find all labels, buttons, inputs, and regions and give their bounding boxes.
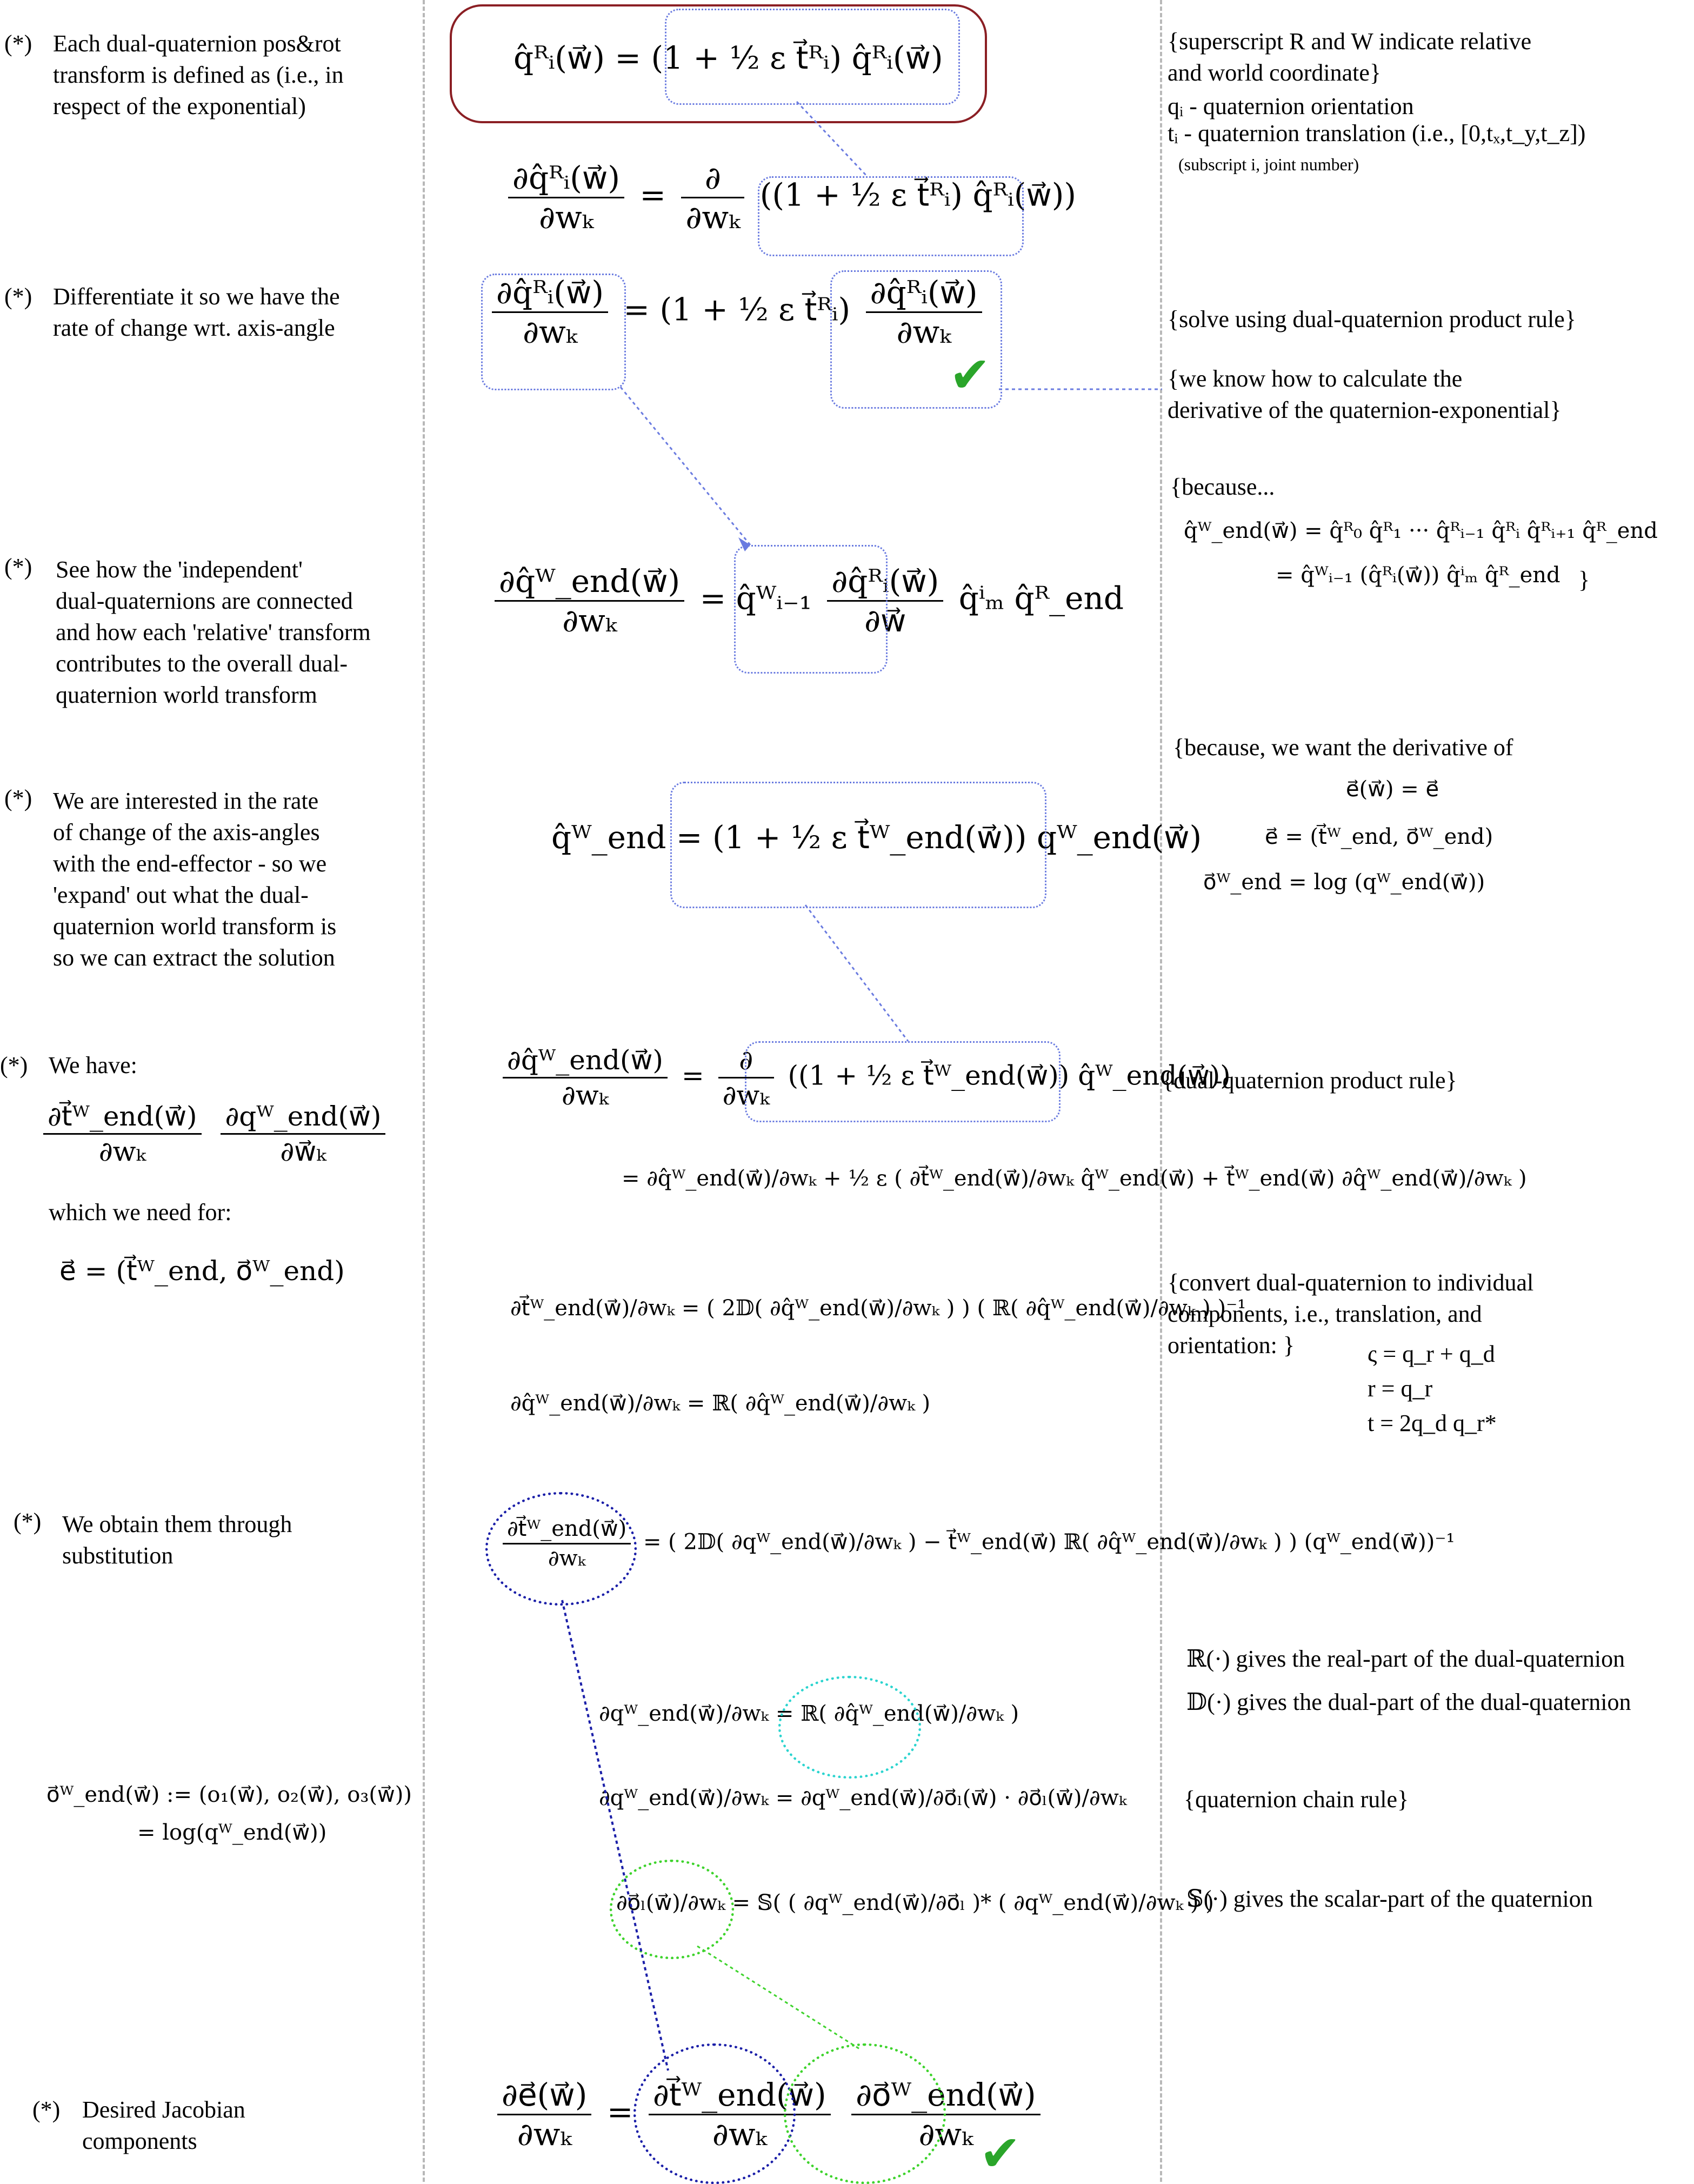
fraction-numerator: ∂t⃗ᵂ_end(w⃗) [43,1103,202,1135]
equation-chain-rule: ∂qᵂ_end(w⃗)/∂wₖ = ∂qᵂ_end(w⃗)/∂o⃗ₗ(w⃗) · ∂o⃗ₗ(w⃗)/∂wₖ [599,1786,1127,1810]
orientation-definition-line1: o⃗ᵂ_end(w⃗) := (o₁(w⃗), o₂(w⃗), o₃(w⃗)) [46,1782,412,1807]
note-text: We have: [49,1052,137,1078]
note-chain-rule: {quaternion chain rule} [1184,1786,1409,1813]
fraction-denominator: ∂wₖ [712,2116,767,2153]
note-marker: (*) [32,2096,61,2123]
note-text: Differentiate it so we have the rate of change wrt. axis-angle [53,283,340,341]
orientation-definition-line2: = log(qᵂ_end(w⃗)) [137,1820,327,1845]
note-dual-part: 𝔻(·) gives the dual-part of the dual-quaternion [1186,1689,1631,1715]
note-real-part: ℝ(·) gives the real-part of the dual-quaternion [1186,1646,1625,1672]
arrow-head-icon [738,537,750,551]
equals-sign: = [606,2093,633,2130]
connector-translation-to-jacobian [562,1600,668,2070]
fraction-numerator: ∂ [681,162,744,198]
fraction-numerator: ∂q̂ᴿᵢ(w⃗) [866,277,982,313]
note-because-1: {because... [1170,474,1275,500]
fraction-denominator: ∂w⃗ [864,602,906,639]
fraction-denominator: ∂wₖ [562,602,617,639]
fraction-denominator: ∂wₖ [523,314,577,350]
fraction-denominator: ∂wₖ [98,1136,146,1167]
note-superscript: {superscript R and W indicate relative and world coordinate} [1168,28,1532,86]
equation-product-rule-expanded: = ∂q̂ᵂ_end(w⃗)/∂wₖ + ½ ε ( ∂t⃗ᵂ_end(w⃗)/∂wₖ q̂ᵂ_end(w⃗) + t⃗ᵂ_end(w⃗) ∂q̂ᵂ_end(w⃗)/∂wₖ ) [622,1166,1527,1191]
fraction-numerator: ∂ [718,1047,774,1078]
connector-world-to-expand [805,905,908,1041]
equation-rhs: (1 + ½ ε t⃗ᴿᵢ) q̂ᴿᵢ(w⃗) [651,39,943,76]
note-marker: (*) [4,554,32,580]
connector-definition-to-expand [797,102,867,176]
note-dq-product-rule: {dual-quaternion product rule} [1162,1067,1457,1094]
equation-real-part: ∂qᵂ_end(w⃗)/∂wₖ = ℝ( ∂q̂ᵂ_end(w⃗)/∂wₖ ) [599,1701,1019,1726]
note-convert: {convert dual-quaternion to individual components, i.e., translation, and orientation: } [1168,1269,1534,1359]
fraction-numerator: ∂q̂ᴿᵢ(w⃗) [827,565,943,602]
note-subscript: (subscript i, joint number) [1178,155,1359,174]
note-marker: (*) [4,30,32,57]
note-scalar-part: 𝕊(·) gives the scalar-part of the quaternion [1186,1886,1593,1912]
note-marker: (*) [4,785,32,811]
convert-eq-1: ς = q_r + q_d [1368,1341,1495,1367]
equation-rotation-derivative: ∂q̂ᵂ_end(w⃗)/∂wₖ = ℝ( ∂q̂ᵂ_end(w⃗)/∂wₖ ) [510,1391,931,1416]
note-exp-derivative: {we know how to calculate the derivative of the quaternion-exponential} [1168,365,1562,423]
note-marker: (*) [0,1052,28,1078]
equation-lhs: q̂ᵂ_end = [551,819,703,856]
fraction-numerator: ∂t⃗ᵂ_end(w⃗) [649,2079,831,2115]
fraction-denominator: ∂wₖ [918,2116,973,2153]
fraction-numerator: ∂q̂ᴿᵢ(w⃗) [508,162,624,198]
fraction-denominator: ∂wₖ [517,2116,572,2153]
equals-sign: = [681,1060,704,1091]
note-qi: qᵢ - quaternion orientation [1168,93,1414,119]
because-1-eq-1: q̂ᵂ_end(w⃗) = q̂ᴿ₀ q̂ᴿ₁ ··· q̂ᴿᵢ₋₁ q̂ᴿᵢ q̂ᴿᵢ₊₁ q̂ᴿ_end [1184,518,1658,543]
convert-eq-3: t = 2q_d q_r* [1368,1410,1497,1436]
equation-rhs: = ( 2𝔻( ∂qᵂ_end(w⃗)/∂wₖ ) − t⃗ᵂ_end(w⃗) ℝ( ∂q̂ᵂ_end(w⃗)/∂wₖ ) ) (qᵂ_end(w⃗))⁻¹ [643,1529,1455,1555]
note-marker: (*) [4,283,32,310]
fraction-denominator: ∂wₖ [562,1080,609,1111]
check-mark-icon: ✔ [979,2125,1022,2182]
because-2-eq-1: e⃗(w⃗) = e⃗ [1346,777,1439,802]
because-2-eq-3: o⃗ᵂ_end = log (qᵂ_end(w⃗)) [1203,870,1485,895]
note-marker: (*) [14,1508,42,1535]
equation-rhs: (1 + ½ ε t⃗ᵂ_end(w⃗)) qᵂ_end(w⃗) [712,819,1202,856]
convert-eq-2: r = q_r [1368,1375,1433,1402]
equation-tail: q̂ⁱₘ q̂ᴿ_end [958,580,1124,617]
fraction-denominator: ∂w⃗ₖ [280,1136,326,1167]
vector-e-definition: e⃗ = (t⃗ᵂ_end, o⃗ᵂ_end) [59,1255,345,1287]
note-because-2: {because, we want the derivative of [1173,734,1513,761]
fraction-denominator: ∂wₖ [722,1080,770,1111]
note-product-rule: {solve using dual-quaternion product rule} [1168,306,1576,332]
connector-derivative-to-world [621,387,750,545]
equation-rhs: ((1 + ½ ε t⃗ᵂ_end(w⃗)) q̂ᵂ_end(w⃗)) [788,1060,1231,1091]
because-1-eq-2: = q̂ᵂᵢ₋₁ (q̂ᴿᵢ(w⃗)) q̂ⁱₘ q̂ᴿ_end [1276,563,1560,588]
fraction-numerator: ∂o⃗ᵂ_end(w⃗) [851,2079,1041,2115]
fraction-denominator: ∂wₖ [896,314,951,350]
equals-sign: = [639,176,666,214]
fraction-denominator: ∂wₖ [685,199,741,236]
fraction-numerator: ∂qᵂ_end(w⃗) [221,1103,385,1135]
fraction-numerator: ∂t⃗ᵂ_end(w⃗) [503,1518,631,1544]
equation-middle: = (1 + ½ ε t⃗ᴿᵢ) [623,291,851,328]
equation-scalar-part: ∂o⃗ₗ(w⃗)/∂wₖ = 𝕊( ( ∂qᵂ_end(w⃗)/∂o⃗ₗ )* ( ∂qᵂ_end(w⃗)/∂wₖ ) ) [616,1890,1214,1915]
note-text: See how the 'independent' dual-quaternions are connected and how each 'relative' transform contributes to the overall dual- quaternion world transform [56,556,371,708]
note-text: Each dual-quaternion pos&rot transform is defined as (i.e., in respect of the exponential) [53,30,344,119]
note-text: We are interested in the rate of change of the axis-angles with the end-effector - so we 'expand' out what the dual- quaternion world transform is so we can extract the solution [53,788,337,971]
because-2-eq-2: e⃗ = (t⃗ᵂ_end, o⃗ᵂ_end) [1265,824,1493,849]
fraction-denominator: ∂wₖ [539,199,593,236]
equation-middle: = q̂ᵂᵢ₋₁ [699,580,812,617]
equation-lhs: q̂ᴿᵢ(w⃗) = [513,39,642,76]
note-ti: tᵢ - quaternion translation (i.e., [0,tₓ,t_y,t_z]) [1168,120,1586,147]
need-for-text: which we need for: [49,1199,232,1226]
fraction-numerator: ∂q̂ᵂ_end(w⃗) [503,1047,668,1078]
fraction-numerator: ∂q̂ᵂ_end(w⃗) [495,565,684,602]
fraction-numerator: ∂e⃗(w⃗) [497,2079,591,2115]
check-mark-icon: ✔ [949,346,991,404]
note-text: We obtain them through substitution [62,1511,292,1569]
note-text: Desired Jacobian components [82,2096,245,2154]
because-1-close: } [1578,567,1590,593]
equation-rhs: ((1 + ½ ε t⃗ᴿᵢ) q̂ᴿᵢ(w⃗)) [759,176,1077,214]
connector-orientation-to-jacobian [697,1946,859,2049]
fraction-numerator: ∂q̂ᴿᵢ(w⃗) [492,277,608,313]
fraction-denominator: ∂wₖ [548,1546,586,1571]
equation-translation-derivative: ∂t⃗ᵂ_end(w⃗)/∂wₖ = ( 2𝔻( ∂q̂ᵂ_end(w⃗)/∂wₖ ) ) ( ℝ( ∂q̂ᵂ_end(w⃗)/∂wₖ ) )⁻¹ [510,1296,1246,1321]
